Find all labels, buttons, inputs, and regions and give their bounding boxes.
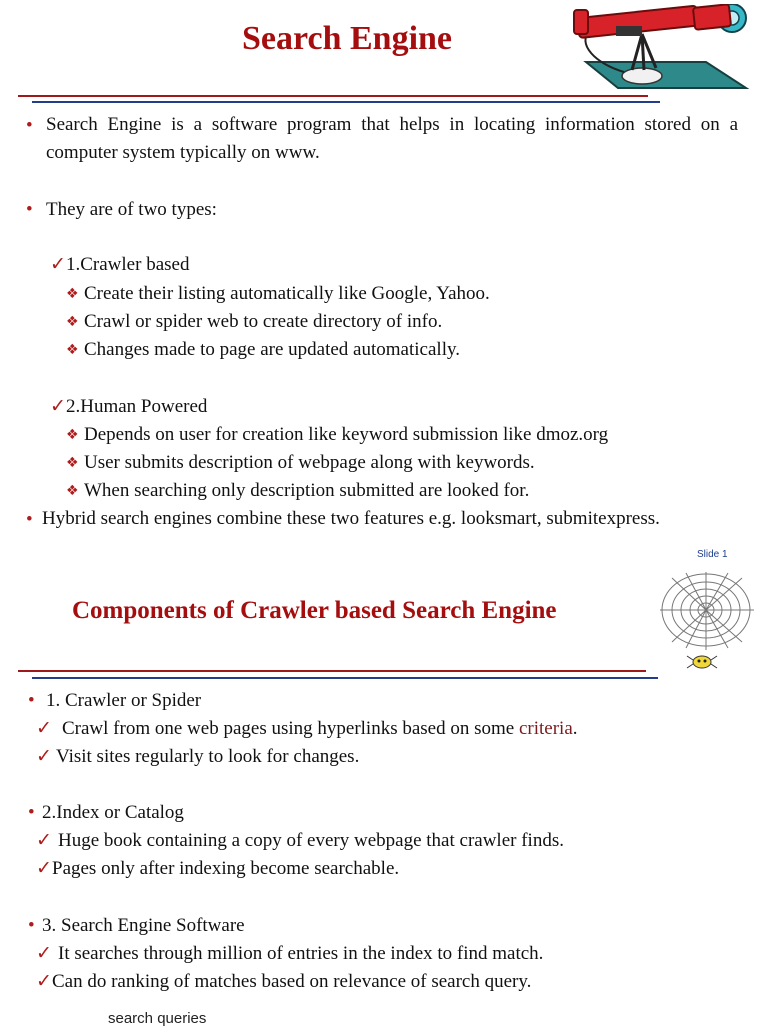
bullet: •	[26, 115, 33, 136]
intro-text: Search Engine is a software program that helps in locating information stored on a computer system typically on www.	[46, 114, 738, 163]
diamond-bullet-icon: ❖	[66, 483, 79, 499]
bullet: •	[28, 802, 35, 823]
index-heading: 2.Index or Catalog	[42, 802, 184, 823]
crawler-spider-point: Visit sites regularly to look for changes.	[56, 746, 360, 767]
human-point: User submits description of webpage along with keywords.	[84, 452, 535, 473]
crawler-spider-point-end: .	[572, 718, 578, 739]
slide1-rule-red	[18, 95, 648, 97]
check-icon: ✓	[36, 746, 52, 767]
slide2-rule-red	[18, 670, 646, 672]
slide1-title: Search Engine	[242, 20, 453, 57]
check-icon: ✓	[36, 830, 52, 851]
bullet: •	[26, 509, 33, 530]
crawler-label: 1.Crawler based	[66, 254, 190, 275]
index-point: Huge book containing a copy of every webpage that crawler finds.	[58, 830, 564, 851]
telescope-illustration	[556, 4, 752, 90]
diamond-bullet-icon: ❖	[66, 286, 79, 302]
diamond-bullet-icon: ❖	[66, 455, 79, 471]
check-icon: ✓	[50, 396, 66, 417]
human-point: Depends on user for creation like keyword submission like dmoz.org	[84, 424, 609, 445]
index-point: Pages only after indexing become searchable.	[52, 858, 400, 879]
diamond-bullet-icon: ❖	[66, 342, 79, 358]
search-queries-label: search queries	[108, 1010, 207, 1027]
crawler-spider-heading: 1. Crawler or Spider	[46, 690, 202, 711]
software-point: It searches through million of entries in the index to find match.	[58, 943, 544, 964]
spider-web-illustration	[654, 570, 766, 672]
slide1-rule-blue	[32, 101, 660, 103]
check-icon: ✓	[36, 971, 52, 992]
slide2-title: Components of Crawler based Search Engine	[72, 597, 557, 624]
check-icon: ✓	[50, 254, 66, 275]
crawler-spider-point-text: Crawl from one web pages using hyperlinks based on some	[62, 718, 519, 739]
human-label: 2.Human Powered	[66, 396, 208, 417]
hybrid-text: Hybrid search engines combine these two features e.g. looksmart, submitexpress.	[42, 508, 660, 529]
diamond-bullet-icon: ❖	[66, 427, 79, 443]
software-heading: 3. Search Engine Software	[42, 915, 245, 936]
check-icon: ✓	[36, 718, 52, 739]
types-heading: They are of two types:	[46, 199, 217, 220]
crawler-point: Changes made to page are updated automatically.	[84, 339, 460, 360]
software-point: Can do ranking of matches based on relevance of search query.	[52, 971, 532, 992]
bullet: •	[26, 199, 33, 220]
crawler-point: Crawl or spider web to create directory of info.	[84, 311, 443, 332]
check-icon: ✓	[36, 858, 52, 879]
check-icon: ✓	[36, 943, 52, 964]
bullet: •	[28, 915, 35, 936]
slide-number: Slide 1	[697, 549, 728, 560]
criteria-highlight: criteria	[518, 718, 573, 739]
diamond-bullet-icon: ❖	[66, 314, 79, 330]
slide2-rule-blue	[32, 677, 658, 679]
crawler-point: Create their listing automatically like Google, Yahoo.	[84, 283, 490, 304]
crawler-spider-point	[62, 717, 578, 741]
bullet: •	[28, 690, 35, 711]
human-point: When searching only description submitted are looked for.	[84, 480, 530, 501]
